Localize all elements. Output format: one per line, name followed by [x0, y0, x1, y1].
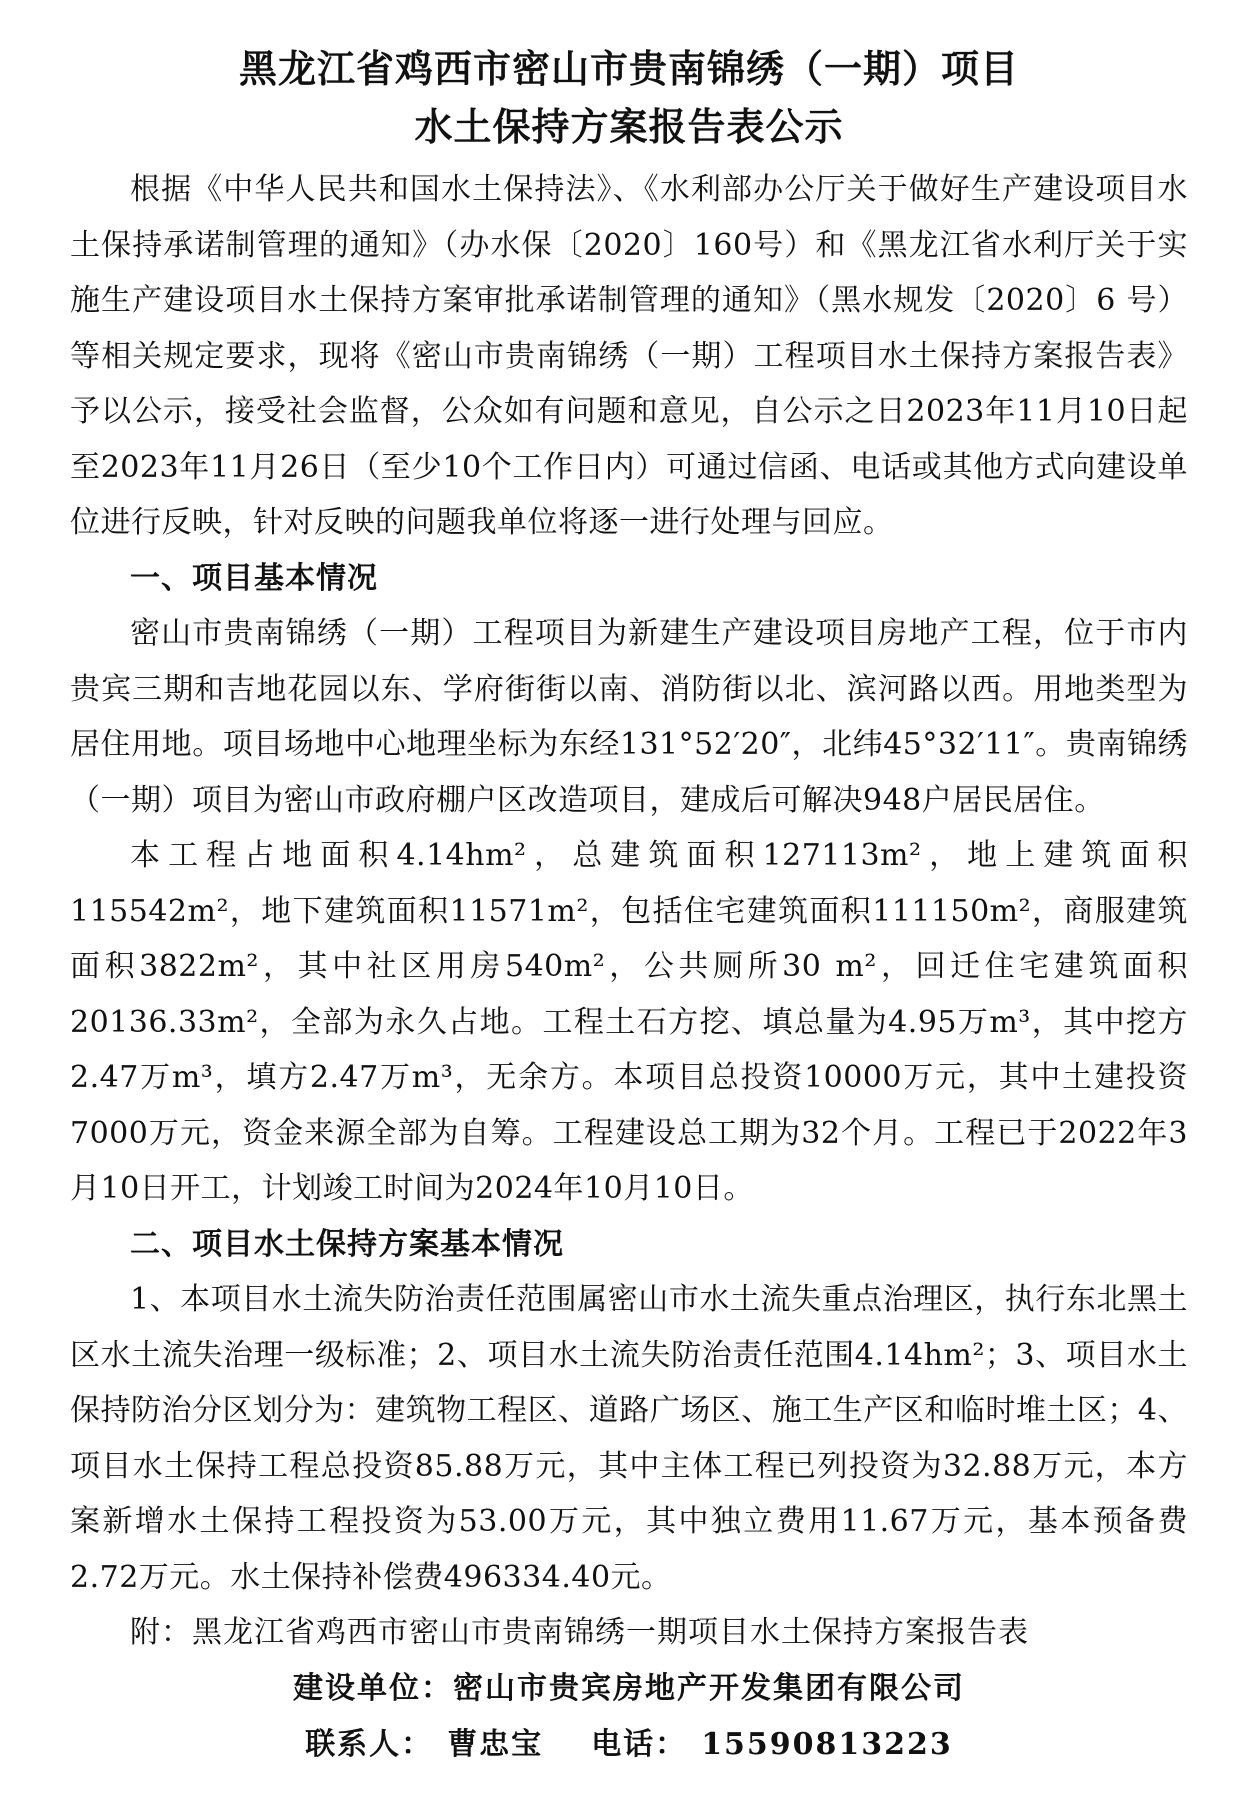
intro-paragraph: 根据《中华人民共和国水土保持法》、《水利部办公厅关于做好生产建设项目水土保持承诺制管理的通知》（办水保〔2020〕160号）和《黑龙江省水利厅关于实施生产建设项目水土保持方案审批承诺制管理的通知》（黑水规发〔2020〕6 号）等相关规定要求，现将《密山市贵南锦绣（一期）工程项目水土保持方案报告表》予以公示，接受社会监督，公众如有问题和意见，自公示之日2023年11月10日起至2023年11月26日（至少10个工作日内）可通过信函、电话或其他方式向建设单位进行反映，针对反映的问题我单位将逐一进行处理与回应。	[70, 172, 1188, 540]
section2-heading: 二、项目水土保持方案基本情况	[130, 1226, 564, 1262]
document-title-line2: 水土保持方案报告表公示	[414, 104, 844, 149]
section1-paragraph-2: 本工程占地面积4.14hm²，总建筑面积127113m²，地上建筑面积115542m²，地下建筑面积11571m²，包括住宅建筑面积111150m²，商服建筑面积3822m²，其中社区用房540m²，公共厕所30 m²，回迁住宅建筑面积20136.33m²，全部为永久占地。工程土石方挖、填总量为4.95万m³，其中挖方2.47万m³，填方2.47万m³，无余方。本项目总投资10000万元，其中土建投资7000万元，资金来源全部为自筹。工程建设总工期为32个月。工程已于2022年3月10日开工，计划竣工时间为2024年10月10日。	[70, 838, 1188, 1206]
contact-line	[70, 1717, 1188, 1773]
phone-value: 15590813223	[701, 1726, 953, 1762]
contact-label: 联系人：	[305, 1726, 434, 1762]
builder-value: 密山市贵宾房地产开发集团有限公司	[453, 1670, 965, 1706]
builder-label: 建设单位：	[293, 1670, 453, 1706]
document-title-line1: 黑龙江省鸡西市密山市贵南锦绣（一期）项目	[238, 46, 1019, 91]
builder-line	[70, 1661, 1188, 1717]
contact-value: 曹忠宝	[447, 1726, 544, 1762]
attachment-note: 附：黑龙江省鸡西市密山市贵南锦绣一期项目水土保持方案报告表	[130, 1615, 1029, 1650]
section2-paragraph-1: 1、本项目水土流失防治责任范围属密山市水土流失重点治理区，执行东北黑土区水土流失治理一级标准；2、项目水土流失防治责任范围4.14hm²；3、项目水土保持防治分区划分为：建筑物工程区、道路广场区、施工生产区和临时堆土区；4、项目水土保持工程总投资85.88万元，其中主体工程已列投资为32.88万元，本方案新增水土保持工程投资为53.00万元，其中独立费用11.67万元，基本预备费2.72万元。水土保持补偿费496334.40元。	[70, 1282, 1188, 1595]
phone-label: 电话：	[591, 1726, 688, 1762]
section1-paragraph-1: 密山市贵南锦绣（一期）工程项目为新建生产建设项目房地产工程，位于市内贵宾三期和吉地花园以东、学府街街以南、消防街以北、滨河路以西。用地类型为居住用地。项目场地中心地理坐标为东经131°52′20″，北纬45°32′11″。贵南锦绣（一期）项目为密山市政府棚户区改造项目，建成后可解决948户居民居住。	[70, 616, 1188, 818]
section1-heading: 一、项目基本情况	[130, 560, 378, 596]
